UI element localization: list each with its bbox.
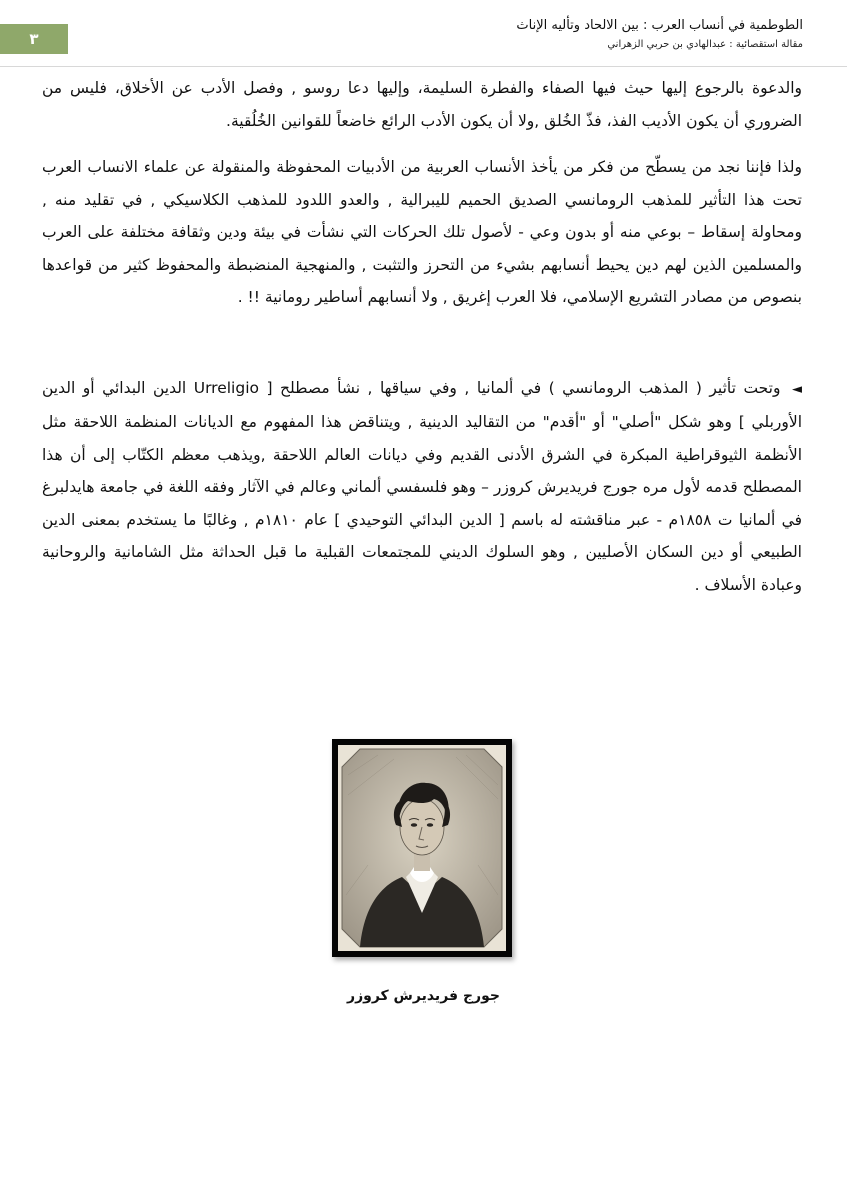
portrait-frame: [332, 739, 512, 957]
portrait-image: [338, 745, 506, 951]
header-divider: [0, 66, 847, 67]
paragraph-2: ولذا فإننا نجد من يسطّح من فكر من يأخذ الأنساب العربية من الأدبيات المحفوظة والمنقولة عن علماء الانساب العرب تحت هذا التأثير للمذهب الرومانسي الصديق الحميم لليبرالية , والعدو اللدود للمذهب الكلاسيكي , في تقليد منه , ومحاولة إسقاط – بوعي منه أو بدون وعي - لأصول تلك الحركات التي نشأت في بيئة ودين وثقافة مختلفة على العرب والمسلمين الذين لهم دين يحيط أنسابهم بشيء من التحرز والتثبت , والمنهجية المنضبطة والمحفوظ كثير من قواعدها بنصوص من مصادر التشريع الإسلامي، فلا العرب إغريق , ولا أنسابهم أساطير رومانية !! .: [42, 158, 802, 306]
portrait-engraving-icon: [338, 745, 506, 951]
bullet-arrow-icon: ◄: [792, 381, 802, 397]
paragraph-1: والدعوة بالرجوع إليها حيث فيها الصفاء والفطرة السليمة، وإليها دعا روسو , وفصل الأدب عن الأخلاق، فليس من الضروري أن يكون الأديب الفذ، فذّ الخُلق ,ولا أن يكون الأدب الرائع خاضعاً للقوانين الخُلُقية.: [42, 79, 802, 130]
page-header: [0, 14, 803, 64]
page-number: ٣: [29, 30, 39, 48]
paragraph-3-text: وتحت تأثير ( المذهب الرومانسي ) في ألمانيا , وفي سياقها , نشأ مصطلح [ Urreligio الدين البدائي أو الدين الأوربلي ] وهو شكل "أصلي" أو "أقدم" من التقاليد الدينية , ويتناقض هذا المفهوم مع الديانات المنظمة اللاحقة مثل الأنظمة الثيوقراطية المبكرة في الشرق الأدنى القديم وفي ديانات العالم اللاحقة ,ويذهب معظم الكتّاب إلى أن هذا المصطلح قدمه لأول مره جورج فريديرش كروزر – وهو فلسفسي ألماني وعالم في الآثار وفقه اللغة في جامعة هايدلبرغ في ألمانيا ت ١٨٥٨م - عبر مناقشته له باسم [ الدين البدائي التوحيدي ] عام ١٨١٠م , وغالبًا ما يستخدم بمعنى الدين الطبيعي أو دين السكان الأصليين , وهو السلوك الديني للمجتمعات القبلية ما قبل الحداثة مثل الشامانية والروحانية وعبادة الأسلاف .: [42, 378, 802, 594]
article-body: [42, 72, 802, 601]
article-subtitle: مقالة استقصائية : عبدالهادي بن حربي الزهراني: [607, 39, 803, 50]
article-title: الطوطمية في أنساب العرب : بين الالحاد وتأليه الإناث: [516, 18, 803, 33]
portrait-caption: جورج فريديرش كروزر: [347, 988, 500, 1004]
paragraph-3: [42, 372, 802, 602]
page-number-badge: [0, 24, 68, 54]
